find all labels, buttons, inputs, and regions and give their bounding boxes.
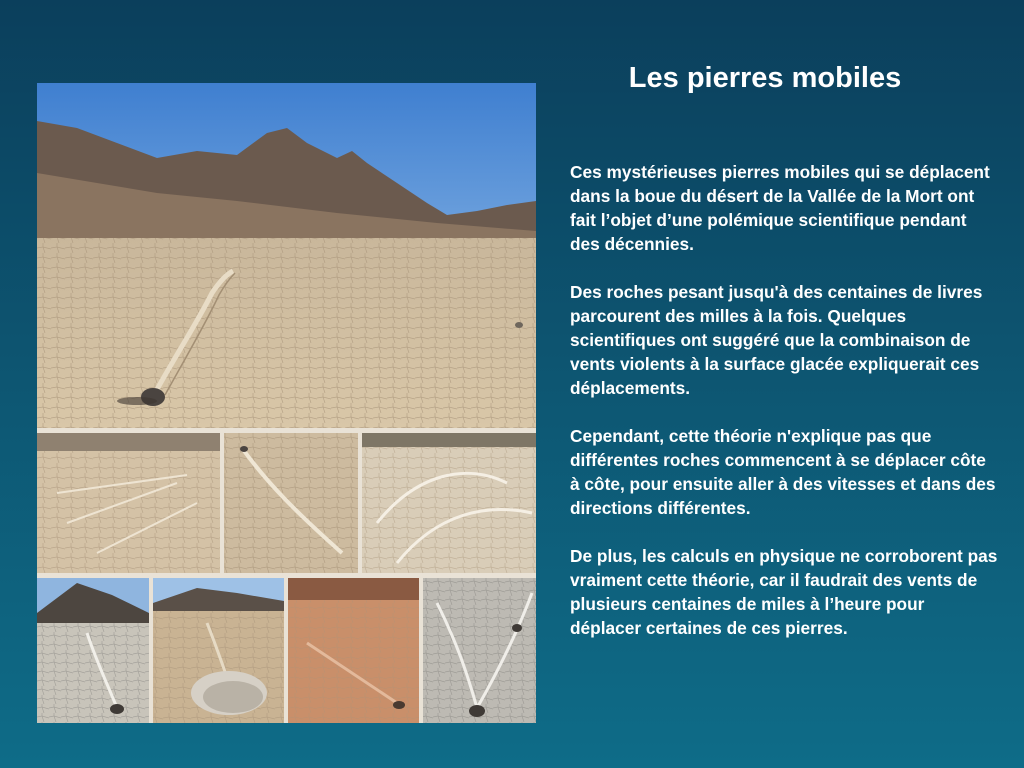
paragraph-4: De plus, les calculs en physique ne corroborent pas vraiment cette théorie, car il faudrait des vents de plusieurs centaines de miles à l’heure pour déplacer certaines de ces pierres. (570, 546, 998, 638)
photo-middle-right (362, 433, 536, 573)
photo-collage (37, 83, 536, 723)
photo-bottom-4 (423, 578, 536, 723)
main-photo (37, 83, 536, 428)
photo-middle-left (37, 433, 220, 573)
photo-bottom-2 (153, 578, 284, 723)
paragraph-2: Des roches pesant jusqu'à des centaines de livres parcourent des milles à la fois. Quelques scientifiques ont suggéré que la combinaison de vents violents à la surface glacée expliquerait ces déplacements. (570, 282, 983, 398)
photo-bottom-1 (37, 578, 149, 723)
paragraph-3: Cependant, cette théorie n'explique pas que différentes roches commencent à se déplacer côte à côte, pour ensuite aller à des vitesses et dans des directions différentes. (570, 426, 996, 518)
slide-body (570, 160, 1000, 664)
paragraph-1: Ces mystérieuses pierres mobiles qui se déplacent dans la boue du désert de la Vallée de la Mort ont fait l’objet d’une polémique scientifique pendant des décennies. (570, 162, 990, 254)
slide-title: Les pierres mobiles (628, 62, 902, 94)
photo-bottom-3 (288, 578, 419, 723)
photo-middle-center (224, 433, 358, 573)
